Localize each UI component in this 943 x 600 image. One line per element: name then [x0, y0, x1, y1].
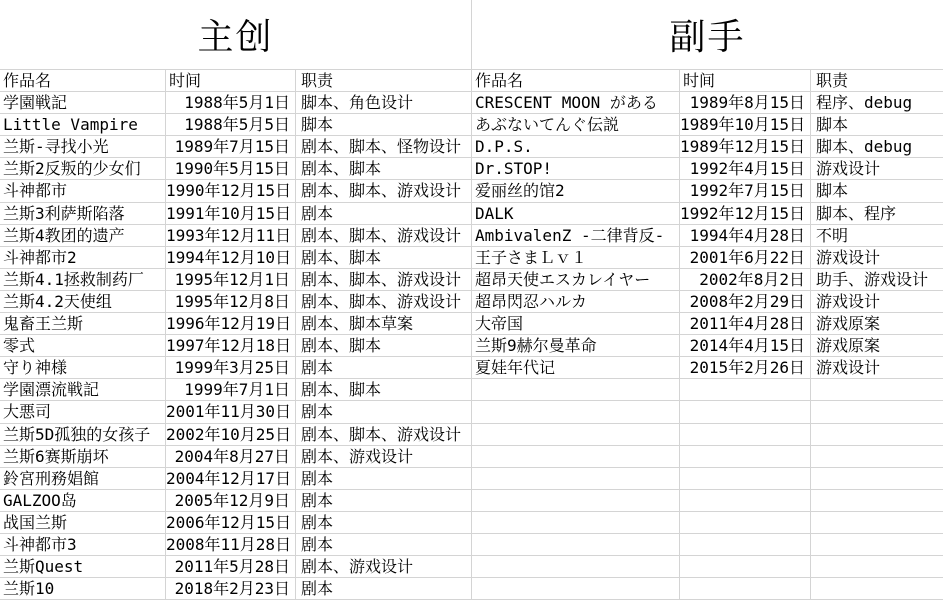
cell-work-name[interactable]: Little Vampire	[0, 114, 166, 135]
cell-date[interactable]: 2011年5月28日	[166, 556, 296, 577]
cell-date[interactable]: 2006年12月15日	[166, 512, 296, 533]
cell-work-name[interactable]: 兰斯Quest	[0, 556, 166, 577]
table-row	[472, 357, 943, 379]
cell-date[interactable]: 2001年6月22日	[680, 247, 811, 268]
table-row	[0, 534, 471, 556]
cell-role[interactable]: 助手、游戏设计	[816, 269, 929, 289]
cell-work-name[interactable]: 兰斯2反叛的少女们	[0, 158, 166, 179]
cell-date[interactable]: 1991年10月15日	[166, 203, 296, 224]
table-row	[0, 357, 471, 379]
cell-date[interactable]: 1992年4月15日	[680, 158, 811, 179]
cell-work-name[interactable]: 兰斯5D孤独的女孩子	[0, 424, 166, 445]
cell-role[interactable]: 剧本、脚本草案	[301, 314, 414, 334]
table-row	[472, 225, 943, 247]
cell-role[interactable]: 脚本	[301, 115, 334, 135]
cell-work-name[interactable]	[472, 379, 680, 400]
assistant-table-body	[472, 92, 943, 600]
table-row	[472, 379, 943, 401]
cell-role[interactable]: 剧本、脚本、游戏设计	[301, 424, 462, 444]
cell-date[interactable]: 2018年2月23日	[166, 578, 296, 599]
cell-date[interactable]: 2001年11月30日	[166, 401, 296, 422]
column-header-role[interactable]: 职责	[301, 71, 334, 90]
cell-date[interactable]	[680, 401, 811, 422]
cell-date[interactable]: 2002年8月2日	[680, 269, 811, 290]
cell-role[interactable]	[811, 468, 943, 489]
cell-date[interactable]: 1993年12月11日	[166, 225, 296, 246]
cell-work-name[interactable]: 鬼畜王兰斯	[0, 313, 166, 334]
cell-date[interactable]	[680, 578, 811, 599]
cell-role[interactable]: 剧本	[301, 512, 334, 532]
main-creator-table-body	[0, 92, 471, 600]
cell-work-name[interactable]: 夏娃年代记	[472, 357, 680, 378]
cell-date[interactable]: 2004年8月27日	[166, 446, 296, 467]
cell-work-name[interactable]: 斗神都市	[0, 180, 166, 201]
cell-work-name[interactable]: 鈴宮刑務娼館	[0, 468, 166, 489]
cell-date[interactable]: 1989年12月15日	[680, 136, 811, 157]
cell-role[interactable]: 游戏设计	[816, 358, 881, 378]
assistant-header-row	[472, 70, 943, 92]
cell-date[interactable]: 2002年10月25日	[166, 424, 296, 445]
cell-role[interactable]: 游戏设计	[816, 159, 881, 179]
cell-date[interactable]: 1997年12月18日	[166, 335, 296, 356]
cell-role[interactable]: 脚本、程序	[816, 203, 897, 223]
cell-role[interactable]	[811, 446, 943, 467]
table-row	[472, 203, 943, 225]
cell-work-name[interactable]: 超昂閃忍ハルカ	[472, 291, 680, 312]
cell-date[interactable]	[680, 490, 811, 511]
table-row	[472, 424, 943, 446]
column-header-date[interactable]: 时间	[166, 70, 296, 91]
cell-role[interactable]: 剧本、脚本	[301, 336, 382, 356]
column-header-work-name[interactable]: 作品名	[472, 70, 680, 91]
table-row	[472, 335, 943, 357]
cell-date[interactable]: 1992年12月15日	[680, 203, 811, 224]
cell-work-name[interactable]: 大帝国	[472, 313, 680, 334]
cell-role[interactable]: 剧本、脚本、游戏设计	[301, 291, 462, 311]
cell-role[interactable]	[811, 512, 943, 533]
cell-work-name[interactable]: 斗神都市2	[0, 247, 166, 268]
cell-date[interactable]: 1994年12月10日	[166, 247, 296, 268]
cell-date[interactable]: 2014年4月15日	[680, 335, 811, 356]
cell-role[interactable]: 游戏原案	[816, 336, 881, 356]
cell-date[interactable]: 2015年2月26日	[680, 357, 811, 378]
cell-work-name[interactable]: 兰斯4.2天使组	[0, 291, 166, 312]
cell-date[interactable]: 2004年12月17日	[166, 468, 296, 489]
cell-role[interactable]: 游戏设计	[816, 247, 881, 267]
main-creator-table	[0, 0, 471, 600]
cell-work-name[interactable]: 守り神様	[0, 357, 166, 378]
cell-date[interactable]	[680, 468, 811, 489]
cell-date[interactable]: 1995年12月8日	[166, 291, 296, 312]
cell-work-name[interactable]: DALK	[472, 203, 680, 224]
cell-work-name[interactable]: D.P.S.	[472, 136, 680, 157]
cell-role[interactable]: 剧本	[301, 490, 334, 510]
cell-work-name[interactable]: 兰斯9赫尔曼革命	[472, 335, 680, 356]
table-row	[0, 291, 471, 313]
cell-date[interactable]	[680, 424, 811, 445]
cell-work-name[interactable]: 王子さまＬｖ１	[472, 247, 680, 268]
cell-work-name[interactable]: 大悪司	[0, 401, 166, 422]
table-row	[472, 158, 943, 180]
table-row	[472, 92, 943, 114]
cell-role[interactable]: 剧本、游戏设计	[301, 557, 414, 577]
table-row	[0, 468, 471, 490]
table-row	[472, 556, 943, 578]
cell-date[interactable]: 1989年10月15日	[680, 114, 811, 135]
cell-date[interactable]	[680, 446, 811, 467]
main-creator-title-cell[interactable]: 主创	[0, 0, 471, 70]
cell-date[interactable]: 1988年5月1日	[166, 92, 296, 113]
cell-date[interactable]: 1990年5月15日	[166, 158, 296, 179]
cell-role[interactable]: 游戏设计	[816, 291, 881, 311]
cell-work-name[interactable]: 超昂天使エスカレイヤー	[472, 269, 680, 290]
table-row	[0, 446, 471, 468]
cell-date[interactable]: 2011年4月28日	[680, 313, 811, 334]
table-row	[0, 136, 471, 158]
assistant-title-cell[interactable]: 副手	[472, 0, 943, 70]
cell-role[interactable]: 游戏原案	[816, 314, 881, 334]
cell-role[interactable]: 剧本、脚本	[301, 247, 382, 267]
table-row	[472, 114, 943, 136]
table-row	[0, 225, 471, 247]
table-row	[0, 158, 471, 180]
table-row	[472, 269, 943, 291]
cell-date[interactable]: 1989年7月15日	[166, 136, 296, 157]
cell-date[interactable]: 1988年5月5日	[166, 114, 296, 135]
table-row	[472, 534, 943, 556]
cell-role[interactable]	[811, 424, 943, 445]
cell-work-name[interactable]: 学園漂流戦記	[0, 379, 166, 400]
cell-work-name[interactable]: CRESCENT MOON がある	[472, 92, 680, 113]
table-row	[472, 291, 943, 313]
cell-date[interactable]: 1994年4月28日	[680, 225, 811, 246]
cell-role[interactable]: 剧本	[301, 358, 334, 378]
cell-work-name[interactable]: 战国兰斯	[0, 512, 166, 533]
table-row	[472, 247, 943, 269]
table-row	[0, 556, 471, 578]
table-row	[0, 269, 471, 291]
cell-role[interactable]: 剧本、脚本、游戏设计	[301, 181, 462, 201]
cell-work-name[interactable]	[472, 556, 680, 577]
column-header-role[interactable]: 职责	[816, 71, 849, 90]
cell-role[interactable]: 脚本、debug	[816, 137, 913, 157]
cell-date[interactable]: 1990年12月15日	[166, 180, 296, 201]
cell-work-name[interactable]: 兰斯6赛斯崩坏	[0, 446, 166, 467]
cell-work-name[interactable]: 兰斯4.1拯救制药厂	[0, 269, 166, 290]
cell-work-name[interactable]	[472, 578, 680, 599]
cell-work-name[interactable]	[472, 534, 680, 555]
cell-date[interactable]	[680, 556, 811, 577]
cell-work-name[interactable]: 学園戦記	[0, 92, 166, 113]
cell-role[interactable]: 剧本、脚本	[301, 380, 382, 400]
column-header-work-name[interactable]: 作品名	[0, 70, 166, 91]
table-row	[472, 446, 943, 468]
table-row	[472, 136, 943, 158]
table-row	[472, 313, 943, 335]
cell-role[interactable]	[811, 490, 943, 511]
cell-date[interactable]: 1992年7月15日	[680, 180, 811, 201]
table-row	[0, 313, 471, 335]
table-row	[0, 379, 471, 401]
cell-date[interactable]: 2008年2月29日	[680, 291, 811, 312]
cell-work-name[interactable]	[472, 490, 680, 511]
main-creator-header-row	[0, 70, 471, 92]
table-row	[472, 180, 943, 202]
cell-date[interactable]: 1999年3月25日	[166, 357, 296, 378]
column-header-date[interactable]: 时间	[680, 70, 811, 91]
cell-date[interactable]	[680, 379, 811, 400]
cell-role[interactable]: 剧本	[301, 534, 334, 554]
table-row	[0, 512, 471, 534]
cell-date[interactable]	[680, 512, 811, 533]
cell-role[interactable]: 脚本	[816, 181, 849, 201]
table-row	[0, 180, 471, 202]
table-row	[472, 468, 943, 490]
table-row	[472, 490, 943, 512]
cell-work-name[interactable]: GALZOO岛	[0, 490, 166, 511]
cell-role[interactable]: 脚本	[816, 115, 849, 135]
cell-work-name[interactable]: 零式	[0, 335, 166, 356]
cell-work-name[interactable]: 斗神都市3	[0, 534, 166, 555]
cell-work-name[interactable]: 兰斯10	[0, 578, 166, 599]
cell-role[interactable]: 剧本	[301, 203, 334, 223]
cell-work-name[interactable]	[472, 446, 680, 467]
cell-work-name[interactable]	[472, 401, 680, 422]
cell-work-name[interactable]: 兰斯4教团的遗产	[0, 225, 166, 246]
cell-role[interactable]: 剧本、游戏设计	[301, 446, 414, 466]
cell-date[interactable]: 1996年12月19日	[166, 313, 296, 334]
table-row	[0, 424, 471, 446]
cell-role[interactable]: 不明	[816, 225, 849, 245]
cell-role[interactable]: 脚本、角色设计	[301, 93, 414, 113]
table-row	[0, 92, 471, 114]
table-row	[472, 578, 943, 600]
cell-date[interactable]: 1995年12月1日	[166, 269, 296, 290]
cell-work-name[interactable]	[472, 424, 680, 445]
cell-role[interactable]: 剧本	[301, 402, 334, 422]
table-row	[472, 401, 943, 423]
cell-role[interactable]	[811, 556, 943, 577]
cell-role[interactable]	[811, 578, 943, 599]
cell-work-name[interactable]: AmbivalenZ -二律背反-	[472, 225, 680, 246]
cell-role[interactable]: 剧本	[301, 468, 334, 488]
table-row	[0, 401, 471, 423]
table-row	[0, 335, 471, 357]
cell-role[interactable]: 剧本	[301, 579, 334, 599]
table-row	[472, 512, 943, 534]
assistant-table	[471, 0, 943, 600]
cell-role[interactable]: 剧本、脚本、怪物设计	[301, 137, 462, 157]
cell-date[interactable]: 2008年11月28日	[166, 534, 296, 555]
table-row	[0, 114, 471, 136]
cell-role[interactable]: 剧本、脚本	[301, 159, 382, 179]
cell-work-name[interactable]	[472, 468, 680, 489]
cell-work-name[interactable]	[472, 512, 680, 533]
table-row	[0, 578, 471, 600]
cell-date[interactable]: 1999年7月1日	[166, 379, 296, 400]
cell-work-name[interactable]: Dr.STOP!	[472, 158, 680, 179]
cell-role[interactable]	[811, 401, 943, 422]
cell-date[interactable]	[680, 534, 811, 555]
cell-role[interactable]	[811, 534, 943, 555]
table-row	[0, 490, 471, 512]
cell-role[interactable]	[811, 379, 943, 400]
cell-role[interactable]: 剧本、脚本、游戏设计	[301, 269, 462, 289]
cell-date[interactable]: 2005年12月9日	[166, 490, 296, 511]
cell-work-name[interactable]: 兰斯-寻找小光	[0, 136, 166, 157]
cell-role[interactable]: 剧本、脚本、游戏设计	[301, 225, 462, 245]
table-row	[0, 203, 471, 225]
table-row	[0, 247, 471, 269]
cell-work-name[interactable]: 爱丽丝的馆2	[472, 180, 680, 201]
cell-role[interactable]: 程序、debug	[816, 93, 913, 113]
cell-date[interactable]: 1989年8月15日	[680, 92, 811, 113]
cell-work-name[interactable]: あぶないてんぐ伝説	[472, 114, 680, 135]
cell-work-name[interactable]: 兰斯3利萨斯陷落	[0, 203, 166, 224]
